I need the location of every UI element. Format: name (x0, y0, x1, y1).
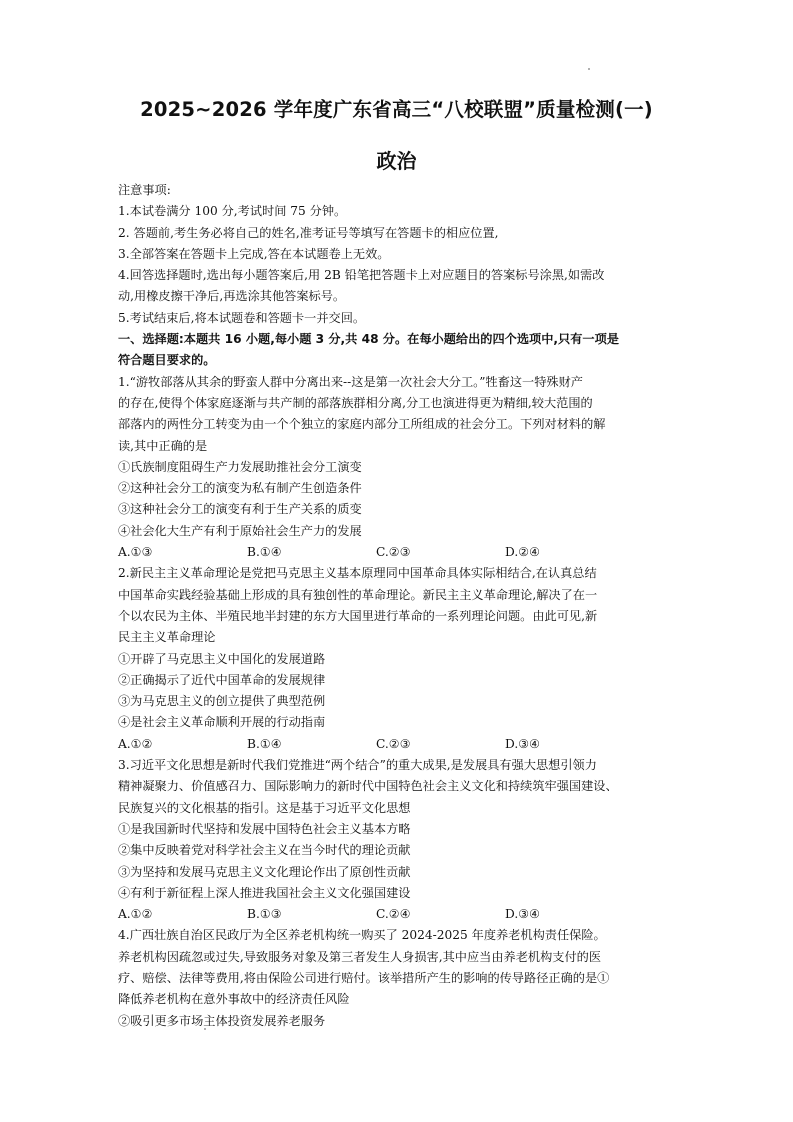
question-2 (118, 563, 678, 755)
question-option: ③为坚持和发展马克思主义文化理论作出了原创性贡献 (118, 864, 411, 879)
question-stem-line: 养老机构因疏忽或过失,导致服务对象及第三者发生人身损害,其中应当由养老机构支付的医 (118, 949, 602, 964)
question-option: ②集中反映着党对科学社会主义在当今时代的理论贡献 (118, 843, 411, 858)
question-option: ③这种社会分工的演变有利于生产关系的质变 (118, 502, 362, 517)
choice-a: A.①③ (118, 545, 153, 560)
note-item: 2. 答题前,考生务必将自己的姓名,准考证号等填写在答题卡的相应位置, (118, 225, 499, 240)
answer-choices (118, 734, 678, 755)
question-stem-line: 中国革命实践经验基础上形成的具有独创性的革命理论。新民主主义革命理论,解决了在一 (118, 587, 598, 602)
question-stem-line: 3.习近平文化思想是新时代我们党推进“两个结合”的重大成果,是发展具有强大思想引领力 (118, 758, 597, 773)
choice-c: C.②④ (376, 907, 411, 922)
question-option: ④是社会主义革命顺利开展的行动指南 (118, 715, 326, 730)
question-option: ①是我国新时代坚持和发展中国特色社会主义基本方略 (118, 821, 411, 836)
question-stem-line: 民族复兴的文化根基的指引。这是基于习近平文化思想 (118, 800, 411, 815)
question-3 (118, 755, 678, 925)
section-heading: 一、选择题:本题共 16 小题,每小题 3 分,共 48 分。在每小题给出的四个选项中,只有一项是 (118, 332, 619, 347)
question-option: ①氏族制度阻碍生产力发展助推社会分工演变 (118, 459, 362, 474)
choice-a: A.①② (118, 736, 153, 751)
choice-c: C.②③ (376, 545, 411, 560)
answer-choices (118, 542, 678, 563)
choice-d: D.②④ (505, 545, 541, 560)
question-stem-line: 个以农民为主体、半殖民地半封建的东方大国里进行革命的一系列理论问题。由此可见,新 (118, 608, 598, 623)
question-stem-line: 2.新民主主义革命理论是党把马克思主义基本原理同中国革命具体实际相结合,在认真总结 (118, 566, 597, 581)
question-option: ④有利于新征程上深人推进我国社会主义文化强国建设 (118, 885, 411, 900)
subject-title: 政治 (376, 149, 417, 173)
choice-d: D.③④ (505, 907, 541, 922)
question-1 (118, 372, 678, 564)
choice-b: B.①④ (247, 545, 282, 560)
choice-c: C.②③ (376, 736, 411, 751)
question-4 (118, 925, 678, 1031)
question-stem-line: 部落内的两性分工转变为由一个个独立的家庭内部分工所组成的社会分工。下列对材料的解 (118, 417, 606, 432)
section-heading-cont: 符合题目要求的。 (118, 353, 216, 368)
note-item: 5.考试结束后,将本试题卷和答题卡一并交回。 (118, 310, 366, 325)
scan-speck (588, 68, 590, 70)
note-item: 1.本试卷满分 100 分,考试时间 75 分钟。 (118, 204, 347, 219)
choice-d: D.③④ (505, 736, 541, 751)
question-stem-line: 4.广西壮族自治区民政厅为全区养老机构统一购买了 2024-2025 年度养老机构责任保险。 (118, 928, 606, 943)
note-item: 4.回答选择题时,选出每小题答案后,用 2B 铅笔把答题卡上对应题目的答案标号涂黑,如需改 (118, 268, 605, 283)
question-stem-line: 疗、赔偿、法律等费用,将由保险公司进行赔付。该举措所产生的影响的传导路径正确的是① (118, 970, 610, 985)
answer-choices (118, 904, 678, 925)
note-item: 动,用橡皮擦干净后,再选涂其他答案标号。 (118, 289, 346, 304)
question-option: ②这种社会分工的演变为私有制产生创造条件 (118, 481, 362, 496)
exam-content (118, 180, 678, 1032)
choice-b: B.①③ (247, 907, 282, 922)
note-item: 3.全部答案在答题卡上完成,答在本试题卷上无效。 (118, 246, 390, 261)
question-stem-line: 降低养老机构在意外事故中的经济责任风险 (118, 992, 350, 1007)
question-stem-line: 民主主义革命理论 (118, 630, 216, 645)
notes-heading: 注意事项: (118, 183, 171, 197)
choice-b: B.①④ (247, 736, 282, 751)
question-option: ①开辟了马克思主义中国化的发展道路 (118, 651, 326, 666)
question-stem-line: 的存在,使得个体家庭逐渐与共产制的部落族群相分离,分工也演进得更为精细,较大范围的 (118, 395, 593, 410)
question-stem-line: 1.“游牧部落从其余的野蛮人群中分离出来--这是第一次社会大分工。”牲畜这一特殊财产 (118, 374, 583, 389)
question-option: ④社会化大生产有利于原始社会生产力的发展 (118, 523, 362, 538)
question-option: ③为马克思主义的创立提供了典型范例 (118, 694, 326, 709)
question-stem-line: 读,其中正确的是 (118, 438, 208, 453)
question-stem-line: 精神凝聚力、价值感召力、国际影响力的新时代中国特色社会主义文化和持续筑牢强国建设、 (118, 779, 618, 794)
question-option: ②吸引更多市场主体投资发展养老服务 (118, 1013, 326, 1028)
exam-title: 2025~2026 学年度广东省高三“八校联盟”质量检测(一) (140, 98, 653, 121)
question-option: ②正确揭示了近代中国革命的发展规律 (118, 672, 326, 687)
choice-a: A.①② (118, 907, 153, 922)
